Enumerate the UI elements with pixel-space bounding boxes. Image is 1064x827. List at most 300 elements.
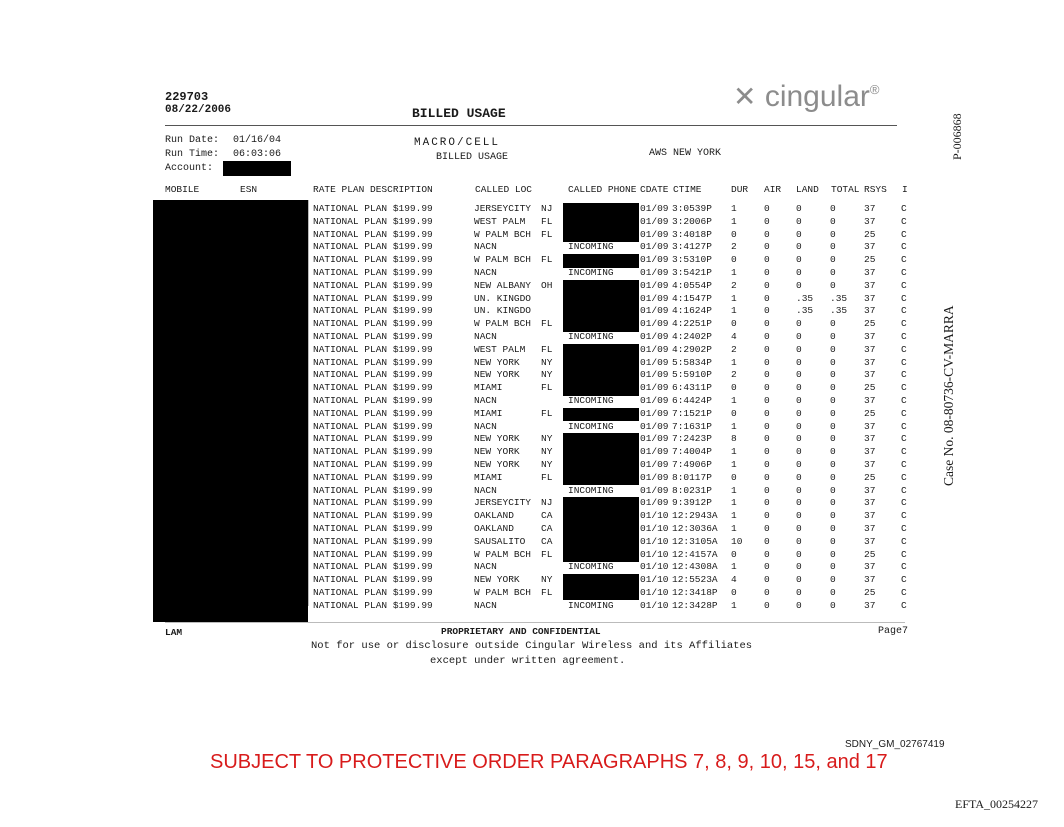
cell-rsys: 37 [864, 395, 876, 406]
cell-i: C [901, 203, 907, 214]
table-row [0, 305, 1064, 316]
cell-st: NY [541, 574, 553, 586]
cell-rsys: 37 [864, 331, 876, 342]
called-phone-redaction [563, 357, 639, 370]
cell-phone: INCOMING [568, 331, 614, 342]
called-phone-redaction [563, 305, 639, 318]
cell-loc: WEST PALM [474, 343, 526, 355]
cell-dur: 4 [731, 574, 737, 586]
cell-st: NY [541, 356, 553, 368]
cell-st: FL [541, 343, 553, 355]
cell-time: 12:3418P [672, 587, 718, 598]
cell-land: .35 [796, 305, 814, 317]
cell-st: FL [541, 587, 553, 598]
cell-time: 4:2402P [672, 331, 712, 342]
cell-i: C [901, 241, 907, 253]
cell-st: FL [541, 471, 553, 483]
cell-i: C [901, 331, 907, 342]
cell-rsys: 25 [864, 382, 876, 394]
col-esn: ESN [240, 184, 258, 195]
cell-rsys: 25 [864, 587, 876, 598]
cell-total: 0 [830, 331, 836, 342]
cell-plan: NATIONAL PLAN $199.99 [313, 433, 433, 445]
cell-loc: SAUSALITO [474, 535, 526, 547]
cell-date: 01/09 [640, 446, 669, 458]
cell-air: 0 [764, 471, 770, 483]
called-phone-redaction [563, 497, 639, 510]
protective-order-stamp: SUBJECT TO PROTECTIVE ORDER PARAGRAPHS 7, 8, 9, 10, 15, and 17 [210, 751, 888, 773]
called-phone-redaction [563, 536, 639, 549]
cell-time: 3:4127P [672, 241, 712, 253]
cell-date: 01/09 [640, 318, 669, 330]
cell-phone: INCOMING [568, 484, 614, 496]
cell-st: NY [541, 433, 553, 445]
table-row [0, 433, 1064, 444]
called-phone-redaction [563, 587, 639, 600]
table-row [0, 382, 1064, 393]
cell-phone: INCOMING [568, 599, 614, 611]
cell-total: 0 [830, 535, 836, 547]
account-redaction [223, 161, 291, 176]
cell-loc: NACN [474, 484, 497, 496]
cell-date: 01/10 [640, 535, 669, 547]
cell-date: 01/09 [640, 331, 669, 342]
cell-land: 0 [796, 267, 802, 278]
called-phone-redaction [563, 472, 639, 485]
cell-dur: 2 [731, 279, 737, 291]
cell-time: 4:1547P [672, 292, 712, 304]
cell-air: 0 [764, 331, 770, 342]
cell-land: 0 [796, 241, 802, 253]
cell-dur: 1 [731, 305, 737, 317]
cell-i: C [901, 356, 907, 368]
cell-land: 0 [796, 369, 802, 381]
cell-i: C [901, 548, 907, 560]
cell-plan: NATIONAL PLAN $199.99 [313, 407, 433, 419]
cell-air: 0 [764, 510, 770, 522]
cell-i: C [901, 446, 907, 458]
cell-date: 01/09 [640, 471, 669, 483]
cell-rsys: 37 [864, 535, 876, 547]
table-row [0, 421, 1064, 432]
cell-dur: 1 [731, 356, 737, 368]
disclaimer-line-2: except under written agreement. [430, 655, 626, 667]
cell-plan: NATIONAL PLAN $199.99 [313, 561, 433, 573]
table-row [0, 408, 1064, 419]
called-phone-redaction [563, 408, 639, 421]
cell-loc: W PALM BCH [474, 548, 532, 560]
cell-date: 01/09 [640, 241, 669, 253]
cell-dur: 1 [731, 292, 737, 304]
cell-loc: W PALM BCH [474, 254, 532, 266]
cell-land: 0 [796, 599, 802, 611]
logo-registered-mark: ® [869, 82, 880, 97]
cell-i: C [901, 343, 907, 355]
cell-total: 0 [830, 343, 836, 355]
table-row [0, 485, 1064, 496]
cell-i: C [901, 407, 907, 419]
cell-rsys: 25 [864, 471, 876, 483]
cell-land: 0 [796, 356, 802, 368]
cell-plan: NATIONAL PLAN $199.99 [313, 523, 433, 534]
cell-time: 3:5421P [672, 267, 712, 278]
table-row [0, 369, 1064, 380]
cell-dur: 10 [731, 535, 743, 547]
cell-rsys: 37 [864, 574, 876, 586]
cell-dur: 1 [731, 203, 737, 214]
cell-dur: 0 [731, 228, 737, 240]
cell-air: 0 [764, 215, 770, 227]
cell-total: 0 [830, 548, 836, 560]
cell-i: C [901, 395, 907, 406]
cell-air: 0 [764, 574, 770, 586]
cell-i: C [901, 369, 907, 381]
cell-plan: NATIONAL PLAN $199.99 [313, 203, 433, 214]
cell-air: 0 [764, 561, 770, 573]
cell-land: .35 [796, 292, 814, 304]
cell-rsys: 37 [864, 215, 876, 227]
cell-rsys: 37 [864, 497, 876, 509]
cell-date: 01/10 [640, 548, 669, 560]
cell-st: FL [541, 318, 553, 330]
cell-i: C [901, 228, 907, 240]
bates-number: SDNY_GM_02767419 [845, 739, 945, 750]
cell-total: 0 [830, 420, 836, 432]
cell-air: 0 [764, 548, 770, 560]
cell-time: 12:2943A [672, 510, 718, 522]
report-subtitle: BILLED USAGE [436, 152, 509, 163]
cell-plan: NATIONAL PLAN $199.99 [313, 356, 433, 368]
col-total: TOTAL [831, 184, 860, 195]
col-ctime: CTIME [673, 184, 702, 195]
cell-total: 0 [830, 599, 836, 611]
cell-date: 01/09 [640, 267, 669, 278]
cell-total: 0 [830, 395, 836, 406]
cell-rsys: 37 [864, 561, 876, 573]
cell-i: C [901, 215, 907, 227]
cell-plan: NATIONAL PLAN $199.99 [313, 267, 433, 278]
cell-i: C [901, 420, 907, 432]
cell-total: 0 [830, 484, 836, 496]
cell-plan: NATIONAL PLAN $199.99 [313, 587, 433, 598]
cell-date: 01/09 [640, 407, 669, 419]
cell-phone: INCOMING [568, 420, 614, 432]
cell-loc: NACN [474, 395, 497, 406]
cell-land: 0 [796, 420, 802, 432]
cell-rsys: 37 [864, 203, 876, 214]
called-phone-redaction [563, 318, 639, 331]
cell-plan: NATIONAL PLAN $199.99 [313, 497, 433, 509]
cell-rsys: 37 [864, 343, 876, 355]
called-phone-redaction [563, 293, 639, 306]
cell-plan: NATIONAL PLAN $199.99 [313, 548, 433, 560]
cell-dur: 2 [731, 343, 737, 355]
cell-time: 4:1624P [672, 305, 712, 317]
called-phone-redaction [563, 216, 639, 229]
cell-total: 0 [830, 254, 836, 266]
called-phone-redaction [563, 574, 639, 587]
cell-date: 01/09 [640, 395, 669, 406]
cell-dur: 0 [731, 471, 737, 483]
cell-plan: NATIONAL PLAN $199.99 [313, 599, 433, 611]
table-row [0, 280, 1064, 291]
cell-air: 0 [764, 279, 770, 291]
cell-plan: NATIONAL PLAN $199.99 [313, 241, 433, 253]
called-phone-redaction [563, 510, 639, 523]
cell-land: 0 [796, 279, 802, 291]
cell-air: 0 [764, 407, 770, 419]
cell-dur: 1 [731, 523, 737, 534]
cell-land: 0 [796, 471, 802, 483]
cell-total: 0 [830, 561, 836, 573]
table-row [0, 446, 1064, 457]
cell-rsys: 25 [864, 407, 876, 419]
cell-plan: NATIONAL PLAN $199.99 [313, 305, 433, 317]
table-row [0, 229, 1064, 240]
cell-i: C [901, 574, 907, 586]
cell-dur: 2 [731, 369, 737, 381]
cell-time: 12:3428P [672, 599, 718, 611]
cell-air: 0 [764, 254, 770, 266]
cell-date: 01/09 [640, 215, 669, 227]
cell-i: C [901, 510, 907, 522]
cell-time: 6:4311P [672, 382, 712, 394]
cell-dur: 1 [731, 446, 737, 458]
cell-loc: NACN [474, 599, 497, 611]
table-row [0, 587, 1064, 598]
cell-total: 0 [830, 279, 836, 291]
cell-plan: NATIONAL PLAN $199.99 [313, 343, 433, 355]
cell-st: NJ [541, 203, 553, 214]
cell-rsys: 37 [864, 369, 876, 381]
cell-time: 7:2423P [672, 433, 712, 445]
col-rsys: RSYS [864, 184, 887, 195]
run-time-label: Run Time: [165, 149, 220, 160]
col-air: AIR [764, 184, 782, 195]
cell-loc: NEW YORK [474, 433, 520, 445]
cell-dur: 0 [731, 548, 737, 560]
cell-rsys: 25 [864, 228, 876, 240]
cell-plan: NATIONAL PLAN $199.99 [313, 215, 433, 227]
cell-date: 01/10 [640, 561, 669, 573]
cell-phone: INCOMING [568, 241, 614, 253]
cell-plan: NATIONAL PLAN $199.99 [313, 510, 433, 522]
cell-time: 4:2902P [672, 343, 712, 355]
cingular-logo [733, 80, 879, 114]
cell-air: 0 [764, 446, 770, 458]
cell-i: C [901, 561, 907, 573]
cell-air: 0 [764, 267, 770, 278]
cell-air: 0 [764, 484, 770, 496]
cell-total: 0 [830, 241, 836, 253]
confidential-label: PROPRIETARY AND CONFIDENTIAL [441, 626, 601, 637]
cell-date: 01/09 [640, 382, 669, 394]
cell-land: 0 [796, 446, 802, 458]
cell-date: 01/09 [640, 203, 669, 214]
cell-rsys: 37 [864, 305, 876, 317]
cell-loc: W PALM BCH [474, 318, 532, 330]
table-row [0, 318, 1064, 329]
cell-i: C [901, 382, 907, 394]
cell-plan: NATIONAL PLAN $199.99 [313, 574, 433, 586]
cell-rsys: 25 [864, 254, 876, 266]
cell-loc: JERSEYCITY [474, 203, 532, 214]
cell-time: 5:5910P [672, 369, 712, 381]
cell-loc: NEW YORK [474, 356, 520, 368]
cell-air: 0 [764, 241, 770, 253]
col-rate-plan: RATE PLAN DESCRIPTION [313, 184, 433, 195]
cell-loc: NACN [474, 267, 497, 278]
cell-total: 0 [830, 587, 836, 598]
document-id: 229703 [165, 90, 209, 104]
cell-air: 0 [764, 318, 770, 330]
efta-number: EFTA_00254227 [955, 797, 1039, 811]
cell-date: 01/09 [640, 356, 669, 368]
cell-st: NY [541, 446, 553, 458]
cell-air: 0 [764, 459, 770, 470]
col-land: LAND [796, 184, 819, 195]
cell-rsys: 25 [864, 548, 876, 560]
cell-air: 0 [764, 587, 770, 598]
cell-st: NY [541, 459, 553, 470]
cell-date: 01/09 [640, 369, 669, 381]
cell-time: 8:0117P [672, 471, 712, 483]
cell-date: 01/09 [640, 420, 669, 432]
cell-plan: NATIONAL PLAN $199.99 [313, 369, 433, 381]
cell-phone: INCOMING [568, 267, 614, 278]
cell-plan: NATIONAL PLAN $199.99 [313, 228, 433, 240]
cell-date: 01/10 [640, 523, 669, 534]
cell-total: 0 [830, 215, 836, 227]
cell-land: 0 [796, 203, 802, 214]
cell-i: C [901, 523, 907, 534]
cell-air: 0 [764, 292, 770, 304]
cell-time: 3:0539P [672, 203, 712, 214]
cell-loc: NACN [474, 241, 497, 253]
cell-land: 0 [796, 548, 802, 560]
cell-loc: OAKLAND [474, 523, 514, 534]
cell-date: 01/09 [640, 497, 669, 509]
table-row [0, 293, 1064, 304]
cell-i: C [901, 497, 907, 509]
called-phone-redaction [563, 344, 639, 357]
table-row [0, 344, 1064, 355]
cell-loc: NEW YORK [474, 574, 520, 586]
cell-air: 0 [764, 433, 770, 445]
cell-land: 0 [796, 254, 802, 266]
cell-time: 12:5523A [672, 574, 718, 586]
cell-i: C [901, 305, 907, 317]
cell-plan: NATIONAL PLAN $199.99 [313, 279, 433, 291]
cell-air: 0 [764, 203, 770, 214]
cell-time: 7:4004P [672, 446, 712, 458]
called-phone-redaction [563, 203, 639, 216]
cell-time: 12:4308A [672, 561, 718, 573]
cell-loc: NACN [474, 331, 497, 342]
cell-st: OH [541, 279, 553, 291]
called-phone-redaction [563, 369, 639, 382]
cell-time: 12:3105A [672, 535, 718, 547]
cell-dur: 1 [731, 497, 737, 509]
footer-divider [165, 622, 905, 623]
table-row [0, 267, 1064, 278]
called-phone-redaction [563, 433, 639, 446]
cell-dur: 1 [731, 484, 737, 496]
cell-loc: W PALM BCH [474, 587, 532, 598]
cell-air: 0 [764, 535, 770, 547]
cell-plan: NATIONAL PLAN $199.99 [313, 318, 433, 330]
cell-st: FL [541, 548, 553, 560]
cell-rsys: 37 [864, 484, 876, 496]
cell-time: 7:4906P [672, 459, 712, 470]
table-row [0, 331, 1064, 342]
table-row [0, 600, 1064, 611]
called-phone-redaction [563, 280, 639, 293]
cell-plan: NATIONAL PLAN $199.99 [313, 459, 433, 470]
page-title: BILLED USAGE [412, 106, 506, 121]
cell-loc: NEW YORK [474, 459, 520, 470]
column-headers [165, 184, 925, 198]
header-divider [165, 125, 897, 126]
cell-total: 0 [830, 574, 836, 586]
cell-plan: NATIONAL PLAN $199.99 [313, 446, 433, 458]
cell-date: 01/10 [640, 599, 669, 611]
table-row [0, 497, 1064, 508]
cell-air: 0 [764, 228, 770, 240]
cell-air: 0 [764, 382, 770, 394]
cell-time: 7:1631P [672, 420, 712, 432]
cell-total: 0 [830, 203, 836, 214]
table-row [0, 216, 1064, 227]
cell-i: C [901, 459, 907, 470]
table-row [0, 459, 1064, 470]
cell-loc: WEST PALM [474, 215, 526, 227]
cell-loc: MIAMI [474, 471, 503, 483]
cell-dur: 0 [731, 587, 737, 598]
cell-land: 0 [796, 574, 802, 586]
cell-dur: 1 [731, 561, 737, 573]
cell-st: CA [541, 535, 553, 547]
cell-dur: 0 [731, 407, 737, 419]
cell-loc: MIAMI [474, 382, 503, 394]
cell-dur: 2 [731, 241, 737, 253]
cell-land: 0 [796, 510, 802, 522]
cell-plan: NATIONAL PLAN $199.99 [313, 535, 433, 547]
cell-st: FL [541, 407, 553, 419]
cell-land: 0 [796, 331, 802, 342]
cell-time: 8:0231P [672, 484, 712, 496]
called-phone-redaction [563, 549, 639, 562]
cell-total: 0 [830, 267, 836, 278]
cell-st: FL [541, 382, 553, 394]
cell-dur: 0 [731, 318, 737, 330]
cell-air: 0 [764, 497, 770, 509]
table-row [0, 357, 1064, 368]
cell-total: 0 [830, 446, 836, 458]
cell-plan: NATIONAL PLAN $199.99 [313, 254, 433, 266]
cell-dur: 1 [731, 459, 737, 470]
cell-plan: NATIONAL PLAN $199.99 [313, 484, 433, 496]
cell-total: 0 [830, 356, 836, 368]
cell-dur: 0 [731, 254, 737, 266]
cell-date: 01/10 [640, 574, 669, 586]
document-date: 08/22/2006 [165, 104, 232, 116]
cell-date: 01/10 [640, 587, 669, 598]
cell-dur: 1 [731, 420, 737, 432]
cell-land: 0 [796, 535, 802, 547]
cell-loc: NEW ALBANY [474, 279, 532, 291]
cell-plan: NATIONAL PLAN $199.99 [313, 471, 433, 483]
